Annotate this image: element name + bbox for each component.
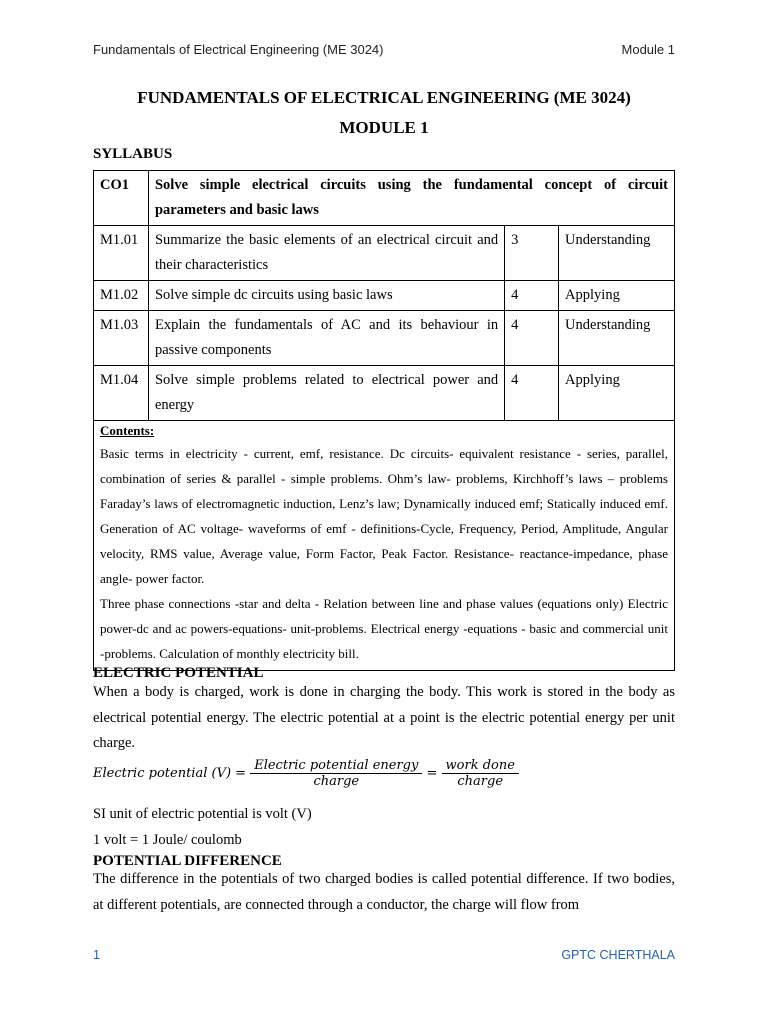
row-code: M1.03	[94, 311, 149, 366]
document-subtitle: MODULE 1	[339, 118, 429, 137]
row-level: 3	[505, 226, 559, 281]
contents-row	[94, 421, 675, 671]
co-text: Solve simple electrical circuits using the fundamental concept of circuit parameters and basic laws	[148, 171, 674, 226]
header-module: Module 1	[621, 42, 675, 57]
row-description: Summarize the basic elements of an electrical circuit and their characteristics	[148, 226, 504, 281]
equation-lhs: Electric potential (V) =	[93, 766, 247, 781]
row-description: Explain the fundamentals of AC and its behaviour in passive components	[148, 311, 504, 366]
fraction-numerator: Electric potential energy	[250, 758, 422, 774]
table-row	[94, 366, 675, 421]
section-heading-electric-potential: ELECTRIC POTENTIAL	[93, 665, 264, 681]
row-description: Solve simple dc circuits using basic laws	[148, 281, 504, 311]
paragraph: The difference in the potentials of two charged bodies is called potential difference. If two bodies, at different potentials, are connected through a conductor, the charge will flow from	[93, 871, 675, 913]
co-code: CO1	[94, 171, 149, 226]
electric-potential-section	[93, 680, 675, 757]
page-header	[93, 42, 675, 60]
table-row	[94, 226, 675, 281]
row-description: Solve simple problems related to electrical power and energy	[148, 366, 504, 421]
document-title: FUNDAMENTALS OF ELECTRICAL ENGINEERING (ME 3024)	[137, 88, 631, 107]
table-row	[94, 281, 675, 311]
contents-paragraph: Three phase connections -star and delta - Relation between line and phase values (equations only) Electric power-dc and ac powers-equations- unit-problems. Electrical energy -equations - basic and commercial unit -problems. Calculation of monthly electricity bill.	[100, 596, 668, 661]
page-number: 1	[93, 948, 100, 962]
row-type: Applying	[559, 366, 675, 421]
row-type: Understanding	[559, 226, 675, 281]
contents-heading: Contents:	[100, 423, 155, 438]
electric-potential-equation	[93, 758, 519, 798]
si-unit-block	[93, 802, 675, 853]
si-unit-text: SI unit of electric potential is volt (V)	[93, 806, 312, 822]
syllabus-table	[93, 170, 675, 671]
row-type: Applying	[559, 281, 675, 311]
row-code: M1.04	[94, 366, 149, 421]
header-course-title: Fundamentals of Electrical Engineering (ME 3024)	[93, 42, 384, 57]
row-level: 4	[505, 366, 559, 421]
paragraph: When a body is charged, work is done in charging the body. This work is stored in the body as electrical potential energy. The electric potential at a point is the electric potential energy per unit charge.	[93, 684, 675, 751]
contents-paragraph: Basic terms in electricity - current, emf, resistance. Dc circuits- equivalent resistance - series, parallel, combination of series & parallel - simple problems. Ohm’s law- problems, Kirchhoff’s laws – problems Faraday’s laws of electromagnetic induction, Lenz’s law; Dynamically induced emf; Statically induced emf. Generation of AC voltage- waveforms of emf - definitions-Cycle, Frequency, Period, Amplitude, Angular velocity, RMS value, Average value, Form Factor, Peak Factor. Resistance- reactance-impedance, phase angle- power factor.	[100, 446, 668, 586]
co-row	[94, 171, 675, 226]
fraction	[250, 758, 422, 789]
potential-difference-section	[93, 867, 675, 918]
fraction-denominator: charge	[457, 774, 504, 789]
row-code: M1.02	[94, 281, 149, 311]
fraction-denominator: charge	[313, 774, 360, 789]
fraction-numerator: work done	[442, 758, 519, 774]
table-row	[94, 311, 675, 366]
fraction	[442, 758, 519, 789]
row-level: 4	[505, 281, 559, 311]
contents-cell	[94, 421, 675, 671]
section-heading-potential-difference: POTENTIAL DIFFERENCE	[93, 853, 282, 869]
row-code: M1.01	[94, 226, 149, 281]
row-type: Understanding	[559, 311, 675, 366]
equals-sign: =	[426, 766, 438, 781]
volt-definition: 1 volt = 1 Joule/ coulomb	[93, 831, 242, 848]
footer-college: GPTC CHERTHALA	[561, 948, 675, 962]
syllabus-heading: SYLLABUS	[93, 146, 173, 162]
row-level: 4	[505, 311, 559, 366]
